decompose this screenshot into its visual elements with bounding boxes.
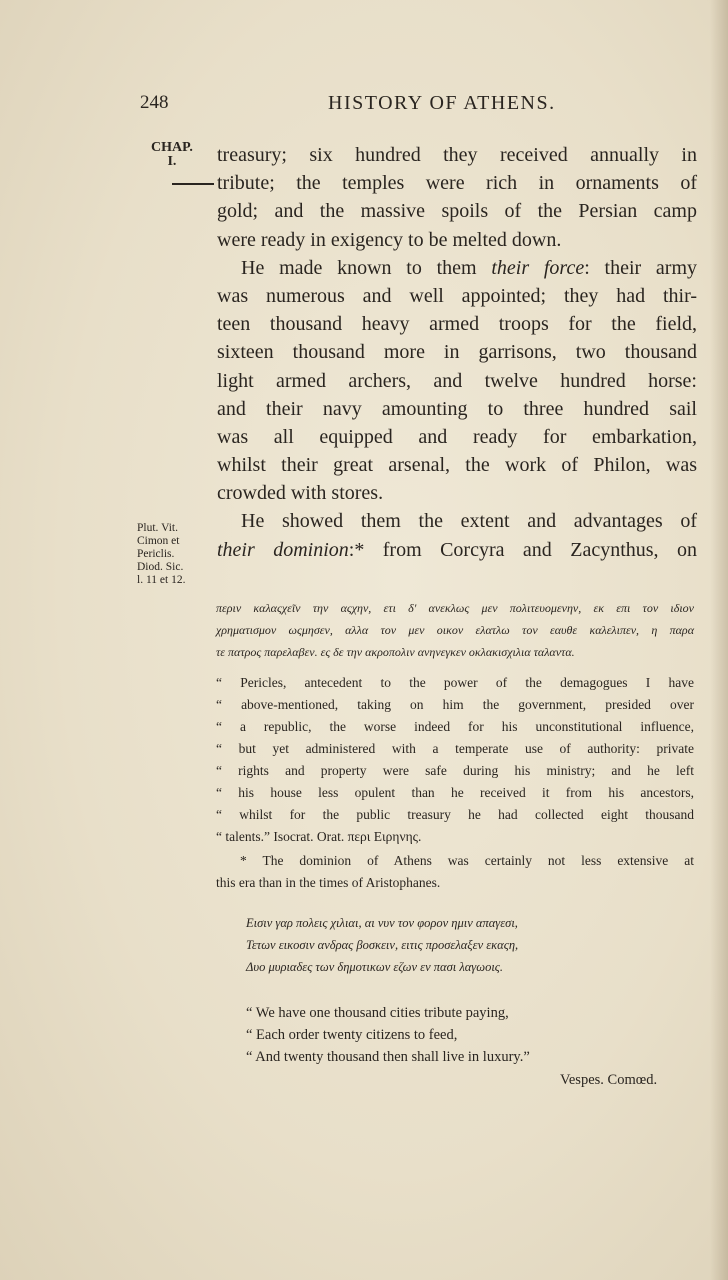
footnote-star [216,850,694,894]
verse-attribution: Vespes. Comœd. [560,1072,658,1088]
footnote-line: “ but yet administered with a temperate use of authority: private [216,741,694,756]
body-line: sixteen thousand more in garrisons, two thousand [217,341,697,364]
footnote-line: “ whilst for the public treasury he had collected eight thousand [216,807,694,822]
margin-note-line: Cimon et [137,535,180,547]
footnote-line: “ talents.” Isocrat. Orat. περι Ειρηνης. [216,829,422,844]
footnote-line: “ Pericles, antecedent to the power of the demagogues I have [216,675,694,690]
footnote-line: “ a republic, the worse indeed for his unconstitutional influence, [216,719,694,734]
verse-translation-line: “ We have one thousand cities tribute paying, [246,1005,509,1021]
verse-line: Τετων εικοσιν ανδρας βοσκειν, ειτις προσελαξεν εκαςη, [246,938,519,952]
body-line: teen thousand heavy armed troops for the field, [217,313,697,336]
chapter-rule [172,183,214,185]
footnote-translation [216,672,694,848]
footnote-line: “ rights and property were safe during his ministry; and he left [216,763,694,778]
body-line: tribute; the temples were rich in ornaments of [217,172,697,195]
greek-verses [246,912,686,978]
body-line: crowded with stores. [217,482,384,505]
main-text [217,141,697,564]
footnote-line: this era than in the times of Aristophanes. [216,875,441,890]
margin-note [137,522,185,587]
emphasized-phrase: their force [491,256,585,279]
verse-line: Δυο μυριαδες των δημοτικων εζων εν πασι λαγωοις. [246,960,503,974]
running-head: HISTORY OF ATHENS. [328,92,556,114]
body-line: whilst their great arsenal, the work of Philon, was [217,454,697,477]
chapter-number: I. [167,154,177,169]
greek-line: χρηματισμον ωςμησεν, αλλα τον μεν οικον ελατλω τον εαυθε καλελιπεν, η παρα [216,623,694,637]
body-line: light armed archers, and twelve hundred horse: [217,369,697,392]
body-line: was all equipped and ready for embarkation, [217,425,697,448]
body-line: He showed them the extent and advantages of [241,510,697,533]
body-line: were ready in exigency to be melted down. [217,228,562,251]
footnote-greek [216,597,694,663]
footnote-line: “ above-mentioned, taking on him the government, presided over [216,697,694,712]
body-line: and their navy amounting to three hundred sail [217,397,697,420]
margin-note-line: Periclis. [137,548,175,560]
emphasized-phrase: their dominion [217,538,349,561]
body-line: treasury; six hundred they received annually in [217,144,697,166]
verse-line: Εισιν γαρ πολεις χιλιαι, αι νυν τον φορον ημιν απαγεσι, [246,916,518,930]
page-number: 248 [140,92,169,113]
chapter-marker [151,141,193,169]
margin-note-line: l. 11 et 12. [137,574,186,586]
page-edge-shadow [710,0,728,1280]
greek-line: τε πατρος παρελαβεν. ες δε την ακροπολιν ανηνεγκεν οκλακισχιλια ταλαντα. [216,645,575,659]
footnote-line: “ his house less opulent than he received it from his ancestors, [216,785,694,800]
verse-translation-line: “ And twenty thousand then shall live in luxury.” [246,1049,530,1065]
chapter-label: CHAP. [151,140,193,155]
greek-line: περιν καλαςχεῖν την αςχην, ετι δ' ανεκλως μεν πολιτευομενην, εκ επι τον ιδιον [216,601,694,615]
body-line-emphasis-dominion: their dominion:* from Corcyra and Zacynthus, on [217,538,697,561]
page-header [140,92,700,122]
body-line: was numerous and well appointed; they had thir- [217,284,697,307]
body-line-emphasis-force: He made known to them their force: their army [241,256,698,279]
verse-translation-line: “ Each order twenty citizens to feed, [246,1027,458,1043]
margin-note-line: Plut. Vit. [137,522,178,534]
body-line: gold; and the massive spoils of the Persian camp [217,200,697,223]
margin-note-line: Diod. Sic. [137,561,184,573]
footnote-line: * The dominion of Athens was certainly not less extensive at [240,853,694,868]
verse-translation [246,1002,696,1068]
